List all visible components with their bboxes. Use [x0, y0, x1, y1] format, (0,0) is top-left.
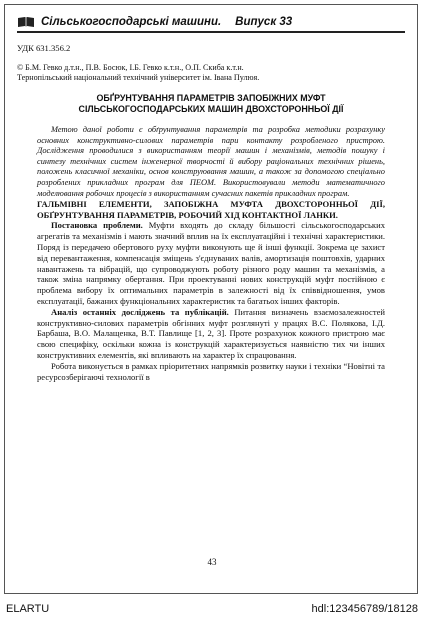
journal-header — [17, 13, 405, 33]
document-page — [4, 4, 418, 594]
page-number: 43 — [207, 557, 217, 567]
article-content — [17, 39, 405, 382]
authors: © Б.М. Гевко д.т.н., П.В. Босюк, І.Б. Гевко к.т.н., О.П. Скиба к.т.н. — [17, 63, 244, 72]
journal-issue: Випуск 33 — [235, 16, 293, 28]
book-icon — [17, 16, 35, 28]
title-line-2: СІЛЬСЬКОГОСПОДАРСЬКИХ МАШИН ДВОХСТОРОННЬОЇ ДІЇ — [78, 104, 344, 114]
abstract: Метою даної роботи є обґрунтування параметрів та розробка методики розрахунку основних конструктивно-силових параметрів пари контакту розробленого пристрою. Дослідження проводилися з використанням теорії машин і механізмів, методів пошуку і синтезу технічних систем інженерної творчості й вибору раціональних технічних рішень, положень класичної механіки, основ конструювання машин, а також за допомогою спеціально розроблених прикладних програм для ПЕОМ. Використовували методи математичного моделювання робочих процесів з використанням сучасних пакетів прикладних програм. — [37, 125, 385, 198]
section-analysis-text: Питання визначень взаємозалежностей конструктивно-силових параметрів обгінних муфт розглянуті у працях В.С. Полякова, І.Д. Барбаша, В.О. Малащенка, В.Т. Павлище [1, 2, 3]. Проте розрахунок кожного пристрою має свою специфіку, оскільки кожна із конструкцій характеризується наявністю тих чи інших конструктивних елементів, які впливають на характер їх спрацювання. — [37, 306, 385, 360]
article-title — [17, 93, 405, 115]
repository-label: ELARTU — [6, 603, 50, 615]
section-problem-heading: Постановка проблеми. — [51, 220, 143, 231]
section-analysis-heading: Аналіз останніх досліджень та публікацій. — [51, 306, 229, 317]
section-problem — [17, 220, 405, 306]
udk-code: УДК 631.356.2 — [17, 43, 71, 53]
handle-id: hdl:123456789/18128 — [311, 603, 418, 615]
section-analysis — [17, 307, 405, 361]
section-context: Робота виконується в рамках пріоритетних напрямків розвитку науки і техніки “Новітні та ресурсозберігаючі технології в — [37, 360, 385, 382]
title-line-1: ОБҐРУНТУВАННЯ ПАРАМЕТРІВ ЗАПОБІЖНИХ МУФТ — [96, 93, 326, 103]
section-problem-text: Муфти входять до складу більшості сільськогосподарських агрегатів та механізмів і мають значний вплив на їх експлуатаційні і технічні характеристики. Поряд із передачею обертового руху муфти виконують ще й інші функції. Зокрема це захист від перевантаження, компенсація зміщень з'єднуваних валів, амортизація поштовхів, ударних навантажень та вібрацій, що супроводжують роботу різного роду машин та механізмів, а також зміна напрямку обертання. При проектуванні нових конструкцій муфт постійною є проблема вибору їх оптимальних параметрів в залежності від їх співвідношення, умов експлуатації, бажаних функціональних характеристик та багатьох інших факторів. — [37, 220, 386, 306]
journal-title: Сільськогосподарські машини. — [41, 16, 222, 28]
keywords: ГАЛЬМІВНІ ЕЛЕМЕНТИ, ЗАПОБІЖНА МУФТА ДВОХСТОРОННЬОЇ ДІЇ, ОБҐРУНТУВАННЯ ПАРАМЕТРІВ, РОБОЧИЙ ХІД КОНТАКТНОЇ ЛАНКИ. — [37, 199, 385, 220]
affiliation: Тернопільський національний технічний університет ім. Івана Пулюя. — [17, 73, 260, 82]
